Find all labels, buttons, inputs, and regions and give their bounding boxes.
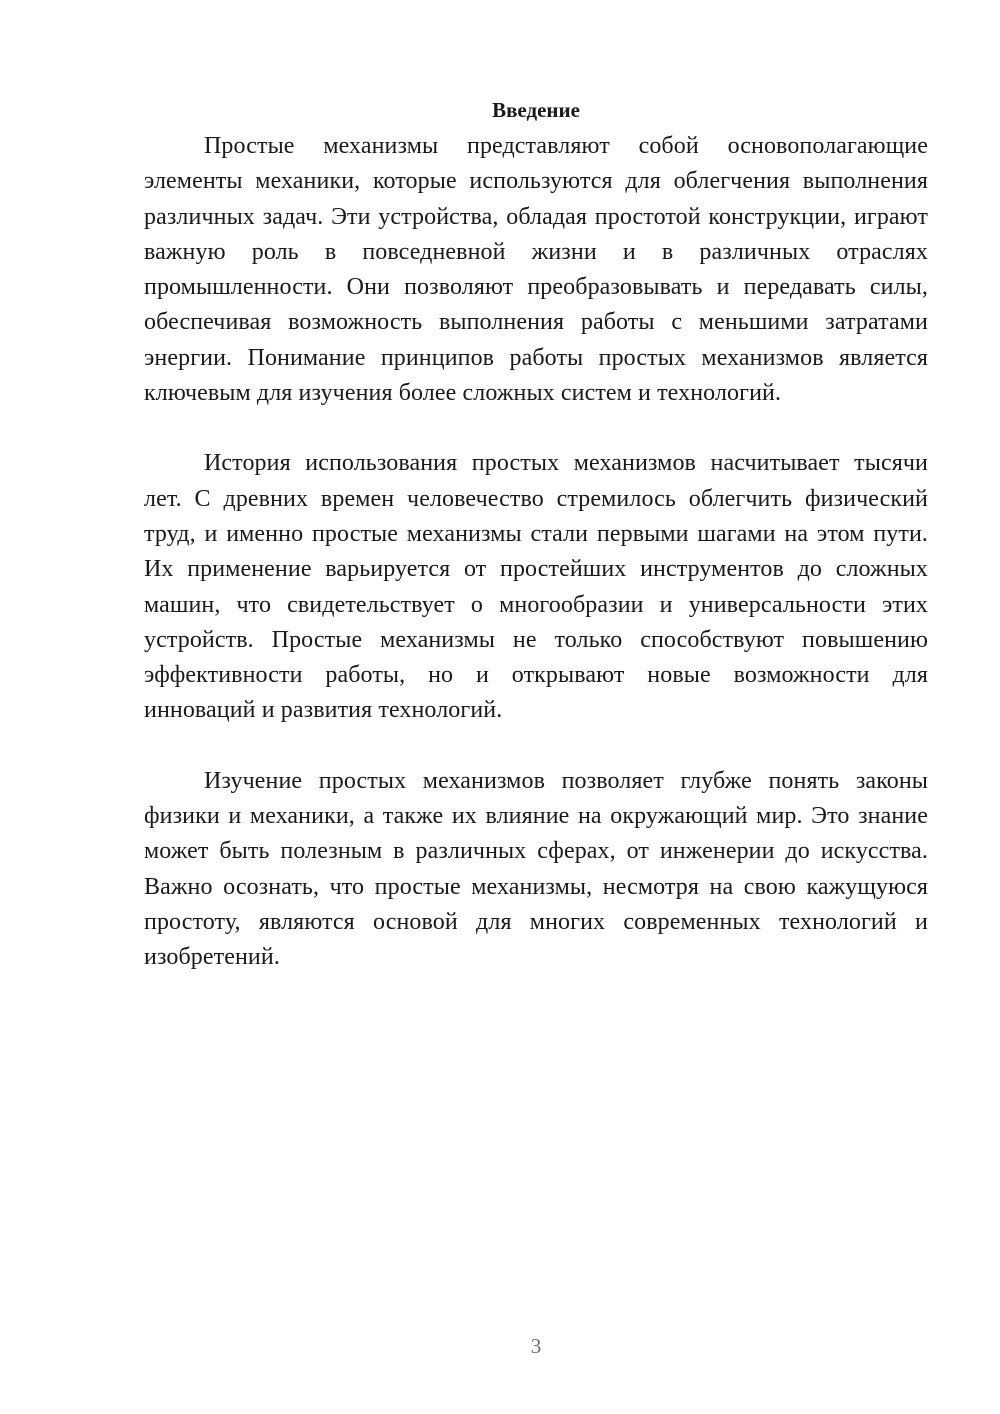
page-content (144, 92, 928, 976)
paragraph-1: Простые механизмы представляют собой основополагающие элементы механики, которые используются для облегчения выполнения различных задач. Эти устройства, обладая простотой конструкции, играют важную роль в повседневной жизни и в различных отраслях промышленности. Они позволяют преобразовывать и передавать силы, обеспечивая возможность выполнения работы с меньшими затратами энергии. Понимание принципов работы простых механизмов является ключевым для изучения более сложных систем и технологий. (144, 133, 928, 407)
paragraph-3: Изучение простых механизмов позволяет глубже понять законы физики и механики, а также их влияние на окружающий мир. Это знание может быть полезным в различных сферах, от инженерии до искусства. Важно осознать, что простые механизмы, несмотря на свою кажущуюся простоту, являются основой для многих современных технологий и изобретений. (144, 767, 928, 971)
paragraph-2: История использования простых механизмов насчитывает тысячи лет. С древних времен человечество стремилось облегчить физический труд, и именно простые механизмы стали первыми шагами на этом пути. Их применение варьируется от простейших инструментов до сложных машин, что свидетельствует о многообразии и универсальности этих устройств. Простые механизмы не только способствуют повышению эффективности работы, но и открывают новые возможности для инноваций и развития технологий. (144, 450, 928, 724)
section-title: Введение (492, 98, 580, 122)
page-number: 3 (530, 1334, 542, 1358)
